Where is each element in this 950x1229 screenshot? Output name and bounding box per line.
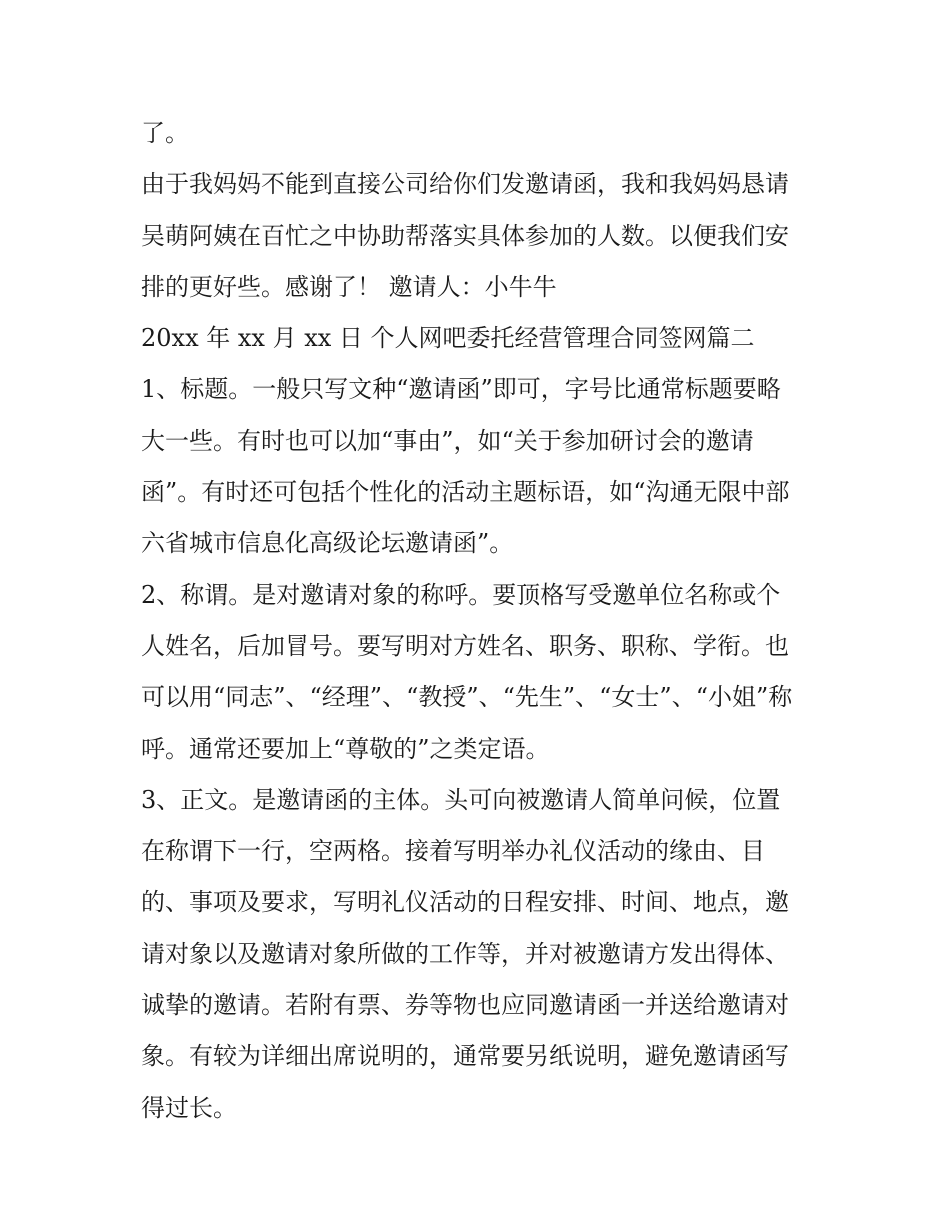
text-line: 排的更好些。感谢了！ 邀请人：小牛牛 (141, 272, 557, 301)
text-line: 了。 (141, 119, 189, 147)
text-line: 吴萌阿姨在百忙之中协助帮落实具体参加的人数。以便我们安 (141, 221, 789, 250)
document-body (141, 108, 821, 1134)
text-line: 的、事项及要求，写明礼仪活动的日程安排、时间、地点，邀 (141, 888, 789, 917)
text-line: 函”。有时还可包括个性化的活动主题标语，如“沟通无限中部 (141, 478, 790, 507)
text-line: 由于我妈妈不能到直接公司给你们发邀请函，我和我妈妈恳请 (141, 170, 789, 199)
text-line: 3、正文。是邀请函的主体。头可向被邀请人简单问候，位置 (141, 785, 781, 814)
text-line: 诚挚的邀请。若附有票、券等物也应同邀请函一并送给邀请对 (141, 991, 789, 1020)
text-line: 人姓名，后加冒号。要写明对方姓名、职务、职称、学衔。也 (141, 631, 789, 660)
text-line: 呼。通常还要加上“尊敬的”之类定语。 (141, 734, 550, 763)
text-line: 在称谓下一行，空两格。接着写明举办礼仪活动的缘由、目 (141, 837, 765, 866)
text-line: 1、标题。一般只写文种“邀请函”即可，字号比通常标题要略 (141, 375, 781, 404)
text-line: 六省城市信息化高级论坛邀请函”。 (141, 529, 514, 558)
text-line: 20xx 年 xx 月 xx 日 个人网吧委托经营管理合同签网篇二 (141, 324, 755, 353)
text-line: 象。有较为详细出席说明的，通常要另纸说明，避免邀请函写 (141, 1042, 789, 1071)
text-line: 得过长。 (141, 1093, 237, 1122)
text-line: 可以用“同志”、“经理”、“教授”、“先生”、“女士”、“小姐”称 (141, 683, 793, 712)
text-line: 请对象以及邀请对象所做的工作等，并对被邀请方发出得体、 (141, 939, 789, 968)
text-line: 2、称谓。是对邀请对象的称呼。要顶格写受邀单位名称或个 (141, 580, 781, 609)
text-line: 大一些。有时也可以加“事由”，如“关于参加研讨会的邀请 (141, 426, 754, 455)
